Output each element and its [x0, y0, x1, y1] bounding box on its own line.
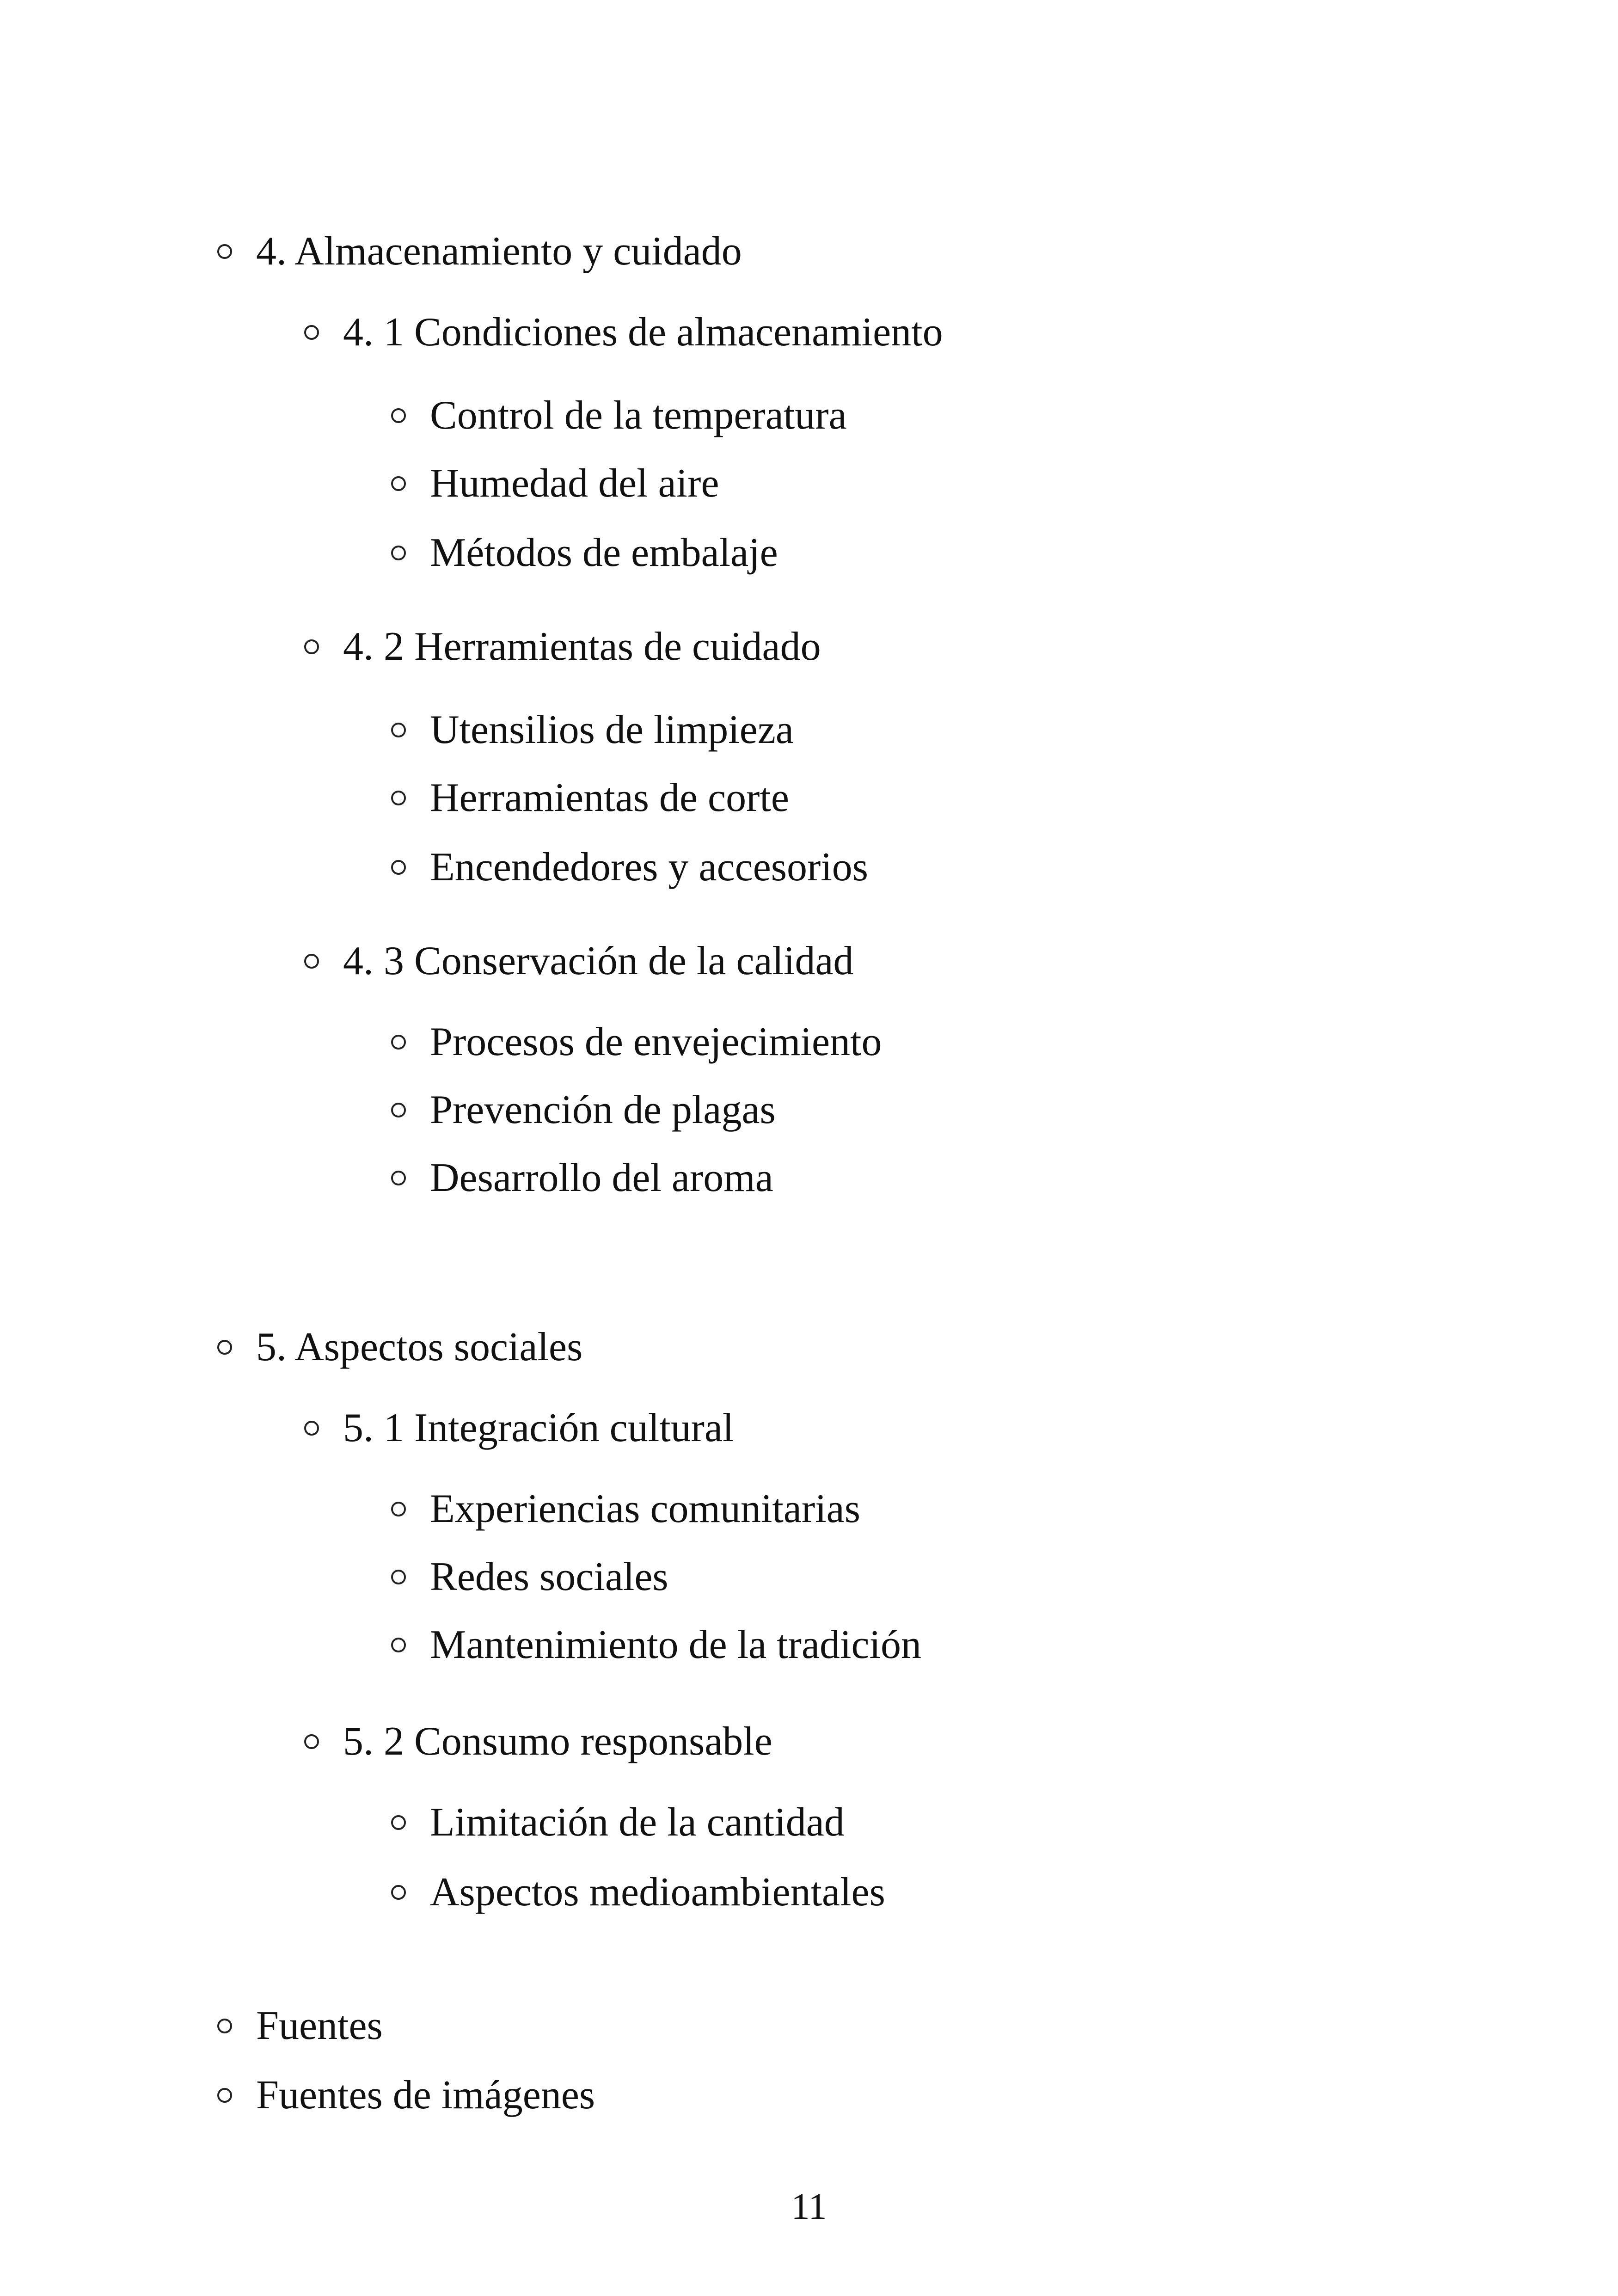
outline-label: Experiencias comunitarias: [430, 1486, 860, 1531]
outline-item-fuentes: [217, 2003, 383, 2048]
bullet-icon: [304, 1421, 319, 1436]
outline-label: 4. 3 Conservación de la calidad: [343, 939, 854, 983]
outline-label: Utensilios de limpieza: [430, 707, 794, 752]
outline-item: [391, 1802, 845, 1843]
outline-item-5-1: [304, 1408, 734, 1449]
outline-label: Fuentes de imágenes: [256, 2073, 595, 2118]
outline-label: Mantenimiento de la tradición: [430, 1622, 922, 1667]
outline-item-4-2: [304, 626, 821, 667]
outline-item: [391, 1155, 773, 1200]
bullet-icon: [391, 791, 406, 805]
outline-item-section-4: [217, 231, 742, 272]
outline-item: [391, 1486, 860, 1531]
outline-label: Humedad del aire: [430, 461, 719, 506]
outline-item-section-5: [217, 1327, 582, 1368]
outline-item-4-3: [304, 941, 854, 982]
outline-label: Herramientas de corte: [430, 775, 789, 820]
outline-label: 5. 1 Integración cultural: [343, 1406, 734, 1450]
outline-label: Procesos de envejecimiento: [430, 1019, 882, 1064]
outline-label: Encendedores y accesorios: [430, 845, 869, 890]
bullet-icon: [304, 954, 319, 969]
bullet-icon: [391, 1638, 406, 1652]
outline-label: Limitación de la cantidad: [430, 1800, 845, 1845]
outline-label: Métodos de embalaje: [430, 530, 778, 575]
outline-label: Redes sociales: [430, 1554, 668, 1599]
outline-item: [391, 1554, 668, 1599]
bullet-icon: [304, 325, 319, 340]
bullet-icon: [391, 860, 406, 875]
bullet-icon: [391, 408, 406, 423]
bullet-icon: [391, 476, 406, 491]
outline-item: [391, 775, 789, 820]
outline-label: Aspectos medioambientales: [430, 1870, 885, 1915]
outline-item: [391, 463, 719, 504]
outline-item: [391, 707, 794, 752]
outline-label: Desarrollo del aroma: [430, 1155, 773, 1200]
outline-item: [391, 395, 847, 436]
bullet-icon: [391, 1885, 406, 1900]
bullet-icon: [217, 1340, 232, 1355]
outline-label: 4. Almacenamiento y cuidado: [256, 229, 742, 274]
bullet-icon: [217, 2019, 232, 2033]
bullet-icon: [391, 1502, 406, 1516]
bullet-icon: [391, 1815, 406, 1830]
outline-label: 4. 1 Condiciones de almacenamiento: [343, 310, 943, 355]
outline-label: 4. 2 Herramientas de cuidado: [343, 624, 821, 669]
bullet-icon: [391, 1171, 406, 1185]
bullet-icon: [217, 244, 232, 259]
outline-item-5-2: [304, 1721, 772, 1762]
outline-item-4-1: [304, 312, 943, 353]
bullet-icon: [391, 546, 406, 560]
outline-label: 5. Aspectos sociales: [256, 1325, 583, 1369]
bullet-icon: [391, 1570, 406, 1584]
outline-item-fuentes-imagenes: [217, 2075, 595, 2116]
outline-label: Fuentes: [256, 2003, 383, 2048]
bullet-icon: [304, 639, 319, 654]
outline-label: Control de la temperatura: [430, 393, 847, 438]
outline-item: [391, 847, 868, 888]
outline-label: 5. 2 Consumo responsable: [343, 1719, 772, 1764]
bullet-icon: [391, 1103, 406, 1117]
bullet-icon: [391, 723, 406, 737]
bullet-icon: [391, 1035, 406, 1050]
bullet-icon: [304, 1734, 319, 1749]
outline-item: [391, 1019, 882, 1064]
page-number: 11: [791, 2186, 827, 2227]
outline-item: [391, 530, 778, 575]
outline-item: [391, 1087, 776, 1132]
outline-label: Prevención de plagas: [430, 1087, 776, 1132]
bullet-icon: [217, 2088, 232, 2103]
outline-item: [391, 1872, 885, 1913]
outline-item: [391, 1622, 922, 1667]
